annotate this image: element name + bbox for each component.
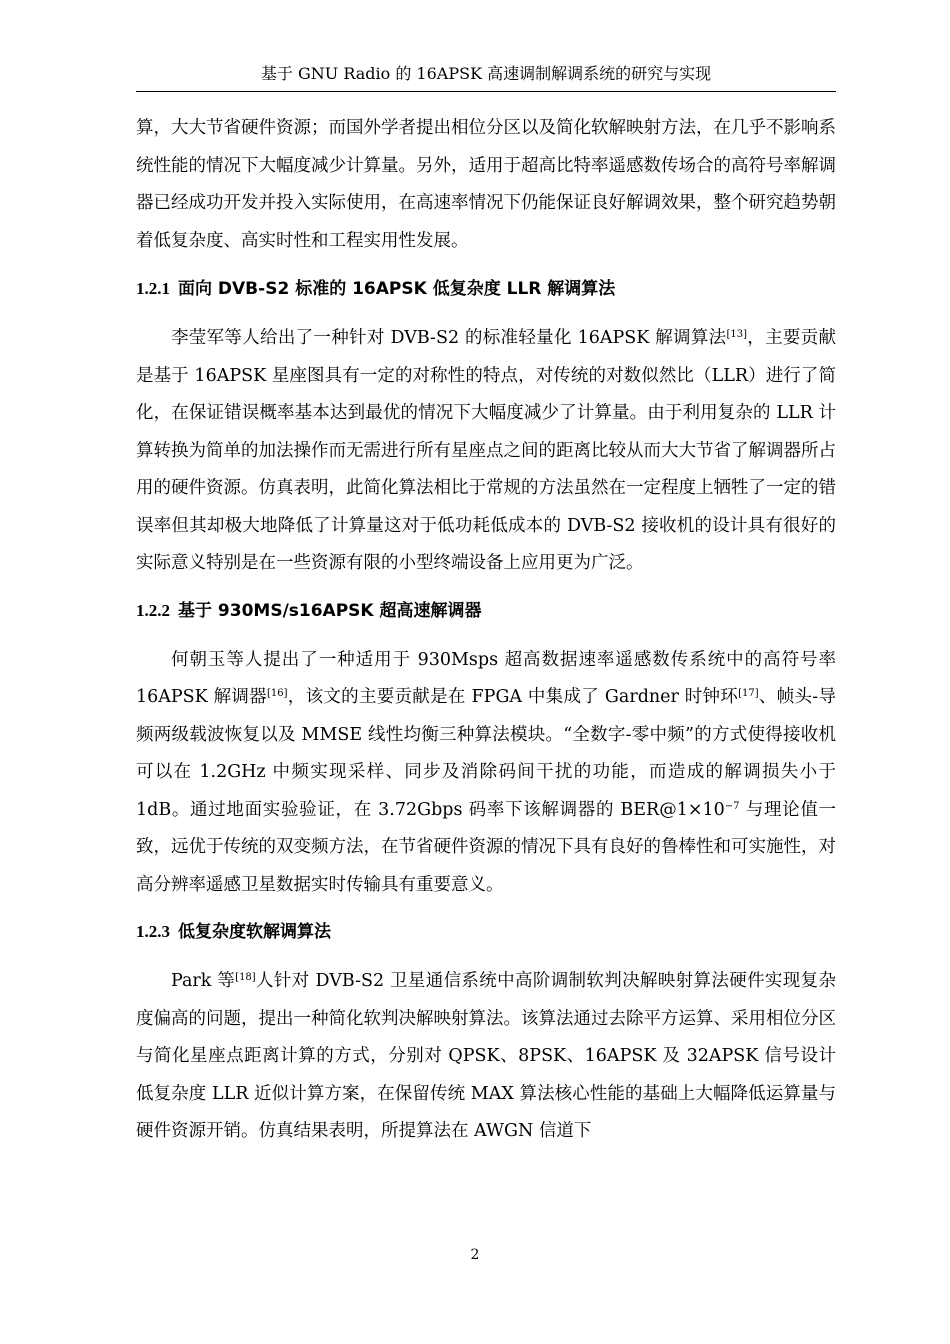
paragraph-text: 人针对 DVB-S2 卫星通信系统中高阶调制软判决解映射算法硬件实现复杂度偏高的问题，提出一种简化软判决解映射算法。该算法通过去除平方运算、采用相位分区与简化星座点距离计算的方式，分别对 QPSK、8PSK、16APSK 及 32APSK 信号设计低复杂度 LLR 近似计算方案，在保留传统 MAX 算法核心性能的基础上大幅降低运算量与硬件资源开销。仿真结果表明，所提算法在 AWGN 信道下: [136, 971, 836, 1141]
citation-ref: [16]: [266, 688, 288, 699]
citation-ref: [13]: [726, 329, 747, 340]
section-1-2-2-paragraph: [136, 642, 836, 905]
running-header: 基于 GNU Radio 的 16APSK 高速调制解调系统的研究与实现: [260, 64, 712, 83]
section-number: 1.2.1: [136, 279, 170, 298]
page-content: [136, 110, 836, 1151]
paragraph-text: 、帧头-导频两级载波恢复以及 MMSE 线性均衡三种算法模块。“全数字-零中频”的方式使得接收机可以在 1.2GHz 中频实现采样、同步及消除码间干扰的功能，而造成的解调损失小于 1dB。通过地面实验验证，在 3.72Gbps 码率下该解调器的 BER@1×10: [136, 687, 836, 820]
paragraph-text: 何朝玉等人提出了一种适用于 930Msps 超高数据速率遥感数传系统中的高符号率 16APSK 解调器: [136, 649, 836, 707]
header-rule: [136, 91, 836, 92]
section-heading-1-2-2: [136, 600, 836, 622]
section-title: 低复杂度软解调算法: [178, 922, 331, 942]
citation-ref: [17]: [738, 688, 759, 699]
page-number: 2: [470, 1247, 480, 1263]
section-number: 1.2.3: [136, 922, 170, 941]
exponent: −7: [724, 800, 740, 812]
citation-ref: [18]: [235, 972, 256, 983]
intro-paragraph: 算，大大节省硬件资源；而国外学者提出相位分区以及简化软解映射方法，在几乎不影响系统性能的情况下大幅度减少计算量。另外，适用于超高比特率遥感数传场合的高符号率解调器已经成功开发并投入实际使用，在高速率情况下仍能保证良好解调效果，整个研究趋势朝着低复杂度、高实时性和工程实用性发展。: [136, 118, 836, 251]
paragraph-text: 李莹军等人给出了一种针对 DVB-S2 的标准轻量化 16APSK 解调算法: [171, 328, 727, 348]
section-heading-1-2-1: [136, 278, 836, 300]
section-heading-1-2-3: [136, 921, 836, 943]
paragraph-text: ，该文的主要贡献是在 FPGA 中集成了 Gardner 时钟环: [287, 687, 739, 707]
section-title: 基于 930MS/s16APSK 超高速解调器: [178, 600, 482, 621]
section-title: 面向 DVB-S2 标准的 16APSK 低复杂度 LLR 解调算法: [178, 279, 616, 299]
section-1-2-3-paragraph: [136, 963, 836, 1151]
section-number: 1.2.2: [136, 600, 170, 620]
section-1-2-1-paragraph: [136, 320, 836, 583]
paragraph-text: ，主要贡献是基于 16APSK 星座图具有一定的对称性的特点，对传统的对数似然比（LLR）进行了简化，在保证错误概率基本达到最优的情况下大幅度减少了计算量。由于利用复杂的 LLR 计算转换为简单的加法操作而无需进行所有星座点之间的距离比较从而大大节省了解调器所占用的硬件资源。仿真表明，此简化算法相比于常规的方法虽然在一定程度上牺牲了一定的错误率但其却极大地降低了计算量这对于低功耗低成本的 DVB-S2 接收机的设计具有很好的实际意义特别是在一些资源有限的小型终端设备上应用更为广泛。: [136, 328, 836, 573]
paragraph-text: 与理论值一致，远优于传统的双变频方法，在节省硬件资源的情况下具有良好的鲁棒性和可实施性，对高分辨率遥感卫星数据实时传输具有重要意义。: [136, 799, 837, 895]
paragraph-text: Park 等: [171, 971, 236, 991]
